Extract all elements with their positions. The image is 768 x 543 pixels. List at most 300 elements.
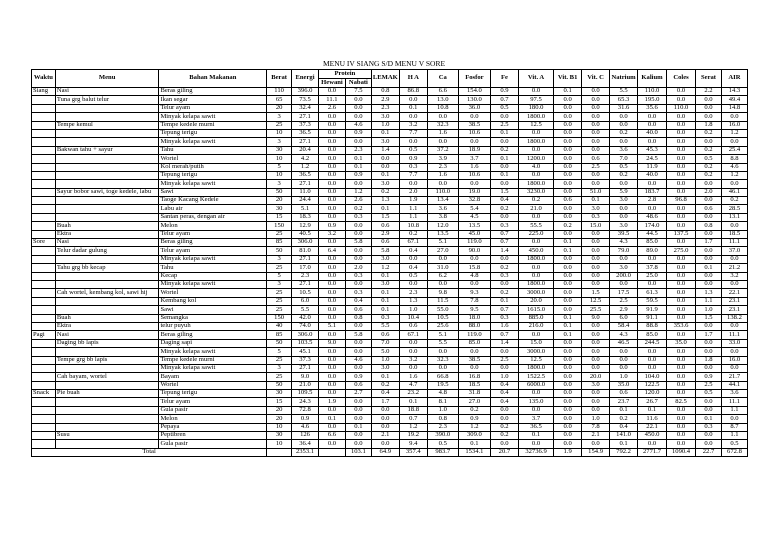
value-cell: 25.4 — [721, 146, 747, 154]
value-cell: 0.0 — [554, 96, 582, 104]
value-cell: 0.0 — [696, 280, 722, 288]
value-cell: 5.5 — [292, 306, 319, 314]
table-body — [32, 88, 748, 457]
value-cell: 0.0 — [582, 255, 610, 263]
value-cell: 0.4 — [399, 264, 427, 272]
value-cell: 120.0 — [638, 390, 667, 398]
value-cell: 0.1 — [371, 129, 399, 137]
value-cell: 1800.0 — [518, 113, 553, 121]
value-cell: 31.6 — [610, 104, 638, 112]
value-cell: 0.3 — [490, 222, 518, 230]
value-cell: 3.6 — [721, 390, 747, 398]
value-cell: 20 — [267, 197, 292, 205]
bahan-cell: Tempe kedele murni — [159, 356, 267, 364]
value-cell: 27.0 — [427, 247, 458, 255]
value-cell: 0.0 — [371, 155, 399, 163]
value-cell: 0.0 — [518, 272, 553, 280]
value-cell: 27.1 — [292, 364, 319, 372]
value-cell: 0.8 — [371, 88, 399, 96]
value-cell: 35.6 — [638, 104, 667, 112]
value-cell: 0.0 — [345, 180, 371, 188]
value-cell: 1800.0 — [518, 180, 553, 188]
waktu-cell — [32, 138, 56, 146]
value-cell: 0.0 — [318, 440, 345, 448]
waktu-cell — [32, 314, 56, 322]
value-cell: 20.0 — [582, 373, 610, 381]
bahan-cell: Ikan segar — [159, 96, 267, 104]
value-cell: 0.0 — [610, 348, 638, 356]
value-cell: 0.0 — [667, 171, 696, 179]
value-cell: 0.0 — [458, 348, 490, 356]
bahan-cell: Minyak kelapa sawit — [159, 364, 267, 372]
value-cell: 0.1 — [696, 415, 722, 423]
value-cell: 13.0 — [427, 96, 458, 104]
value-cell: 1.9 — [318, 398, 345, 406]
value-cell: 1.0 — [371, 356, 399, 364]
value-cell: 18.5 — [458, 381, 490, 389]
col-coles: Coles — [667, 70, 696, 88]
value-cell: 5.1 — [427, 239, 458, 247]
value-cell: 20 — [267, 415, 292, 423]
menu-cell: Telur dadar gulung — [55, 247, 159, 255]
value-cell: 0.0 — [582, 171, 610, 179]
value-cell: 19.5 — [427, 381, 458, 389]
menu-cell — [55, 255, 159, 263]
value-cell: 10.5 — [292, 289, 319, 297]
value-cell: 2.5 — [490, 121, 518, 129]
menu-cell — [55, 364, 159, 372]
value-cell: 0.0 — [696, 406, 722, 414]
value-cell: 0.0 — [582, 398, 610, 406]
value-cell: 0.0 — [490, 364, 518, 372]
value-cell: 0.0 — [318, 171, 345, 179]
table-row — [32, 113, 748, 121]
value-cell: 82.5 — [667, 398, 696, 406]
value-cell: 35.0 — [610, 381, 638, 389]
waktu-cell — [32, 188, 56, 196]
value-cell: 7.7 — [399, 129, 427, 137]
value-cell: 6.4 — [318, 247, 345, 255]
total-value: 20.7 — [490, 448, 518, 456]
value-cell: 0.0 — [318, 197, 345, 205]
value-cell: 3230.0 — [518, 188, 553, 196]
value-cell: 0.0 — [345, 104, 371, 112]
value-cell: 0.0 — [554, 415, 582, 423]
value-cell: 0.0 — [667, 381, 696, 389]
value-cell: 5.9 — [610, 188, 638, 196]
waktu-cell — [32, 423, 56, 431]
value-cell: 0.0 — [345, 364, 371, 372]
value-cell: 0.0 — [696, 398, 722, 406]
value-cell: 1.5 — [696, 314, 722, 322]
waktu-cell — [32, 306, 56, 314]
value-cell: 0.0 — [427, 113, 458, 121]
value-cell: 30 — [267, 146, 292, 154]
value-cell: 0.0 — [667, 364, 696, 372]
menu-cell — [55, 423, 159, 431]
value-cell: 0.0 — [696, 197, 722, 205]
value-cell: 1800.0 — [518, 364, 553, 372]
value-cell: 25 — [267, 373, 292, 381]
bahan-cell: Telur ayam — [159, 230, 267, 238]
value-cell: 0.0 — [490, 406, 518, 414]
table-row — [32, 280, 748, 288]
value-cell: 3 — [267, 255, 292, 263]
col-natrium: Natrium — [610, 70, 638, 88]
value-cell: 200.0 — [610, 272, 638, 280]
table-row — [32, 197, 748, 205]
value-cell: 3.0 — [610, 197, 638, 205]
bahan-cell: Pepaya — [159, 423, 267, 431]
total-value: 983.7 — [427, 448, 458, 456]
value-cell: 150 — [267, 314, 292, 322]
value-cell: 110.0 — [427, 188, 458, 196]
table-row — [32, 339, 748, 347]
menu-cell: Cah wortel, kembang kol, sawi hij — [55, 289, 159, 297]
value-cell: 0.0 — [667, 406, 696, 414]
waktu-cell — [32, 197, 56, 205]
value-cell: 0.0 — [667, 423, 696, 431]
value-cell: 0.3 — [490, 314, 518, 322]
value-cell: 11.1 — [721, 239, 747, 247]
value-cell: 0.0 — [582, 239, 610, 247]
value-cell: 0.0 — [696, 272, 722, 280]
value-cell: 0.0 — [345, 348, 371, 356]
total-value: 103.1 — [345, 448, 371, 456]
col-fosfor: Fosfor — [458, 70, 490, 88]
value-cell: 0.0 — [518, 213, 553, 221]
value-cell: 25 — [267, 264, 292, 272]
value-cell: 0.0 — [667, 264, 696, 272]
value-cell: 5.0 — [371, 348, 399, 356]
value-cell: 7.0 — [371, 339, 399, 347]
value-cell: 0.8 — [427, 415, 458, 423]
value-cell: 35.0 — [667, 339, 696, 347]
value-cell: 2.9 — [371, 230, 399, 238]
waktu-cell — [32, 272, 56, 280]
value-cell: 14.3 — [721, 88, 747, 96]
value-cell: 24.4 — [292, 197, 319, 205]
col-ca: Ca — [427, 70, 458, 88]
value-cell: 1.4 — [371, 146, 399, 154]
value-cell: 36.5 — [292, 129, 319, 137]
value-cell: 0.0 — [667, 129, 696, 137]
value-cell: 0.0 — [696, 180, 722, 188]
value-cell: 10.8 — [399, 222, 427, 230]
value-cell: 1.8 — [696, 121, 722, 129]
value-cell: 23.7 — [610, 398, 638, 406]
value-cell: 0.0 — [667, 163, 696, 171]
value-cell: 0.0 — [399, 339, 427, 347]
value-cell: 0.0 — [610, 255, 638, 263]
value-cell: 0.7 — [490, 331, 518, 339]
value-cell: 0.0 — [554, 280, 582, 288]
value-cell: 32.4 — [292, 104, 319, 112]
value-cell: 0.2 — [696, 146, 722, 154]
value-cell: 0.2 — [399, 230, 427, 238]
value-cell: 0.1 — [371, 373, 399, 381]
value-cell: 0.0 — [610, 213, 638, 221]
value-cell: 0.0 — [638, 280, 667, 288]
value-cell: 0.0 — [667, 432, 696, 440]
value-cell: 2.8 — [638, 197, 667, 205]
col-vitb1: Vit. B1 — [554, 70, 582, 88]
value-cell: 0.0 — [667, 255, 696, 263]
value-cell: 0.2 — [490, 146, 518, 154]
value-cell: 3.0 — [371, 138, 399, 146]
value-cell: 1.1 — [399, 205, 427, 213]
value-cell: 0.6 — [610, 390, 638, 398]
value-cell: 4.3 — [610, 331, 638, 339]
value-cell: 0.9 — [318, 222, 345, 230]
table-row — [32, 264, 748, 272]
value-cell: 2.2 — [696, 88, 722, 96]
value-cell: 5 — [267, 163, 292, 171]
value-cell: 2.3 — [292, 272, 319, 280]
waktu-cell — [32, 180, 56, 188]
waktu-cell — [32, 222, 56, 230]
value-cell: 5.5 — [610, 88, 638, 96]
value-cell: 38.5 — [458, 356, 490, 364]
value-cell: 0.7 — [490, 239, 518, 247]
value-cell: 0.0 — [554, 339, 582, 347]
value-cell: 0.1 — [371, 272, 399, 280]
value-cell: 12.5 — [518, 121, 553, 129]
value-cell: 0.0 — [667, 280, 696, 288]
value-cell: 0.0 — [318, 306, 345, 314]
value-cell: 0.0 — [696, 432, 722, 440]
value-cell: 2.3 — [345, 146, 371, 154]
value-cell: 2.3 — [427, 163, 458, 171]
value-cell: 0.3 — [399, 163, 427, 171]
value-cell: 0.0 — [638, 180, 667, 188]
value-cell: 12.5 — [582, 297, 610, 305]
col-kalium: Kalium — [638, 70, 667, 88]
value-cell: 0.0 — [399, 364, 427, 372]
table-row — [32, 423, 748, 431]
value-cell: 11.1 — [318, 96, 345, 104]
value-cell: 40.5 — [292, 230, 319, 238]
value-cell: 0.0 — [582, 104, 610, 112]
table-row — [32, 406, 748, 414]
value-cell: 3.0 — [371, 113, 399, 121]
value-cell: 5.5 — [427, 339, 458, 347]
value-cell: 3000.0 — [518, 289, 553, 297]
value-cell: 1.0 — [371, 121, 399, 129]
value-cell: 1.6 — [490, 322, 518, 330]
bahan-cell: Melon — [159, 415, 267, 423]
menu-cell — [55, 129, 159, 137]
value-cell: 0.0 — [554, 255, 582, 263]
value-cell: 4.6 — [721, 163, 747, 171]
value-cell: 0.0 — [518, 171, 553, 179]
value-cell: 0.0 — [318, 390, 345, 398]
table-row — [32, 322, 748, 330]
bahan-cell: Telur ayam — [159, 398, 267, 406]
value-cell: 0.2 — [458, 406, 490, 414]
value-cell: 396.0 — [292, 88, 319, 96]
value-cell: 195.0 — [638, 96, 667, 104]
value-cell: 0.0 — [667, 96, 696, 104]
value-cell: 2.0 — [399, 188, 427, 196]
waktu-cell — [32, 432, 56, 440]
value-cell: 0.0 — [318, 373, 345, 381]
table-row — [32, 213, 748, 221]
value-cell: 0.0 — [667, 348, 696, 356]
value-cell: 15 — [267, 398, 292, 406]
waktu-cell — [32, 398, 56, 406]
value-cell: 1522.5 — [518, 373, 553, 381]
value-cell: 5.5 — [371, 322, 399, 330]
waktu-cell — [32, 129, 56, 137]
value-cell: 0.0 — [371, 406, 399, 414]
value-cell: 4.2 — [292, 155, 319, 163]
total-value: 1534.1 — [458, 448, 490, 456]
value-cell: 58.4 — [610, 322, 638, 330]
value-cell: 0.0 — [582, 322, 610, 330]
value-cell: 0.0 — [345, 96, 371, 104]
value-cell: 0.0 — [721, 113, 747, 121]
menu-cell — [55, 348, 159, 356]
value-cell: 23.1 — [721, 297, 747, 305]
table-row — [32, 432, 748, 440]
menu-cell: Nasi — [55, 331, 159, 339]
value-cell: 0.0 — [518, 146, 553, 154]
value-cell: 0.0 — [490, 163, 518, 171]
value-cell: 31.0 — [427, 264, 458, 272]
value-cell: 1.6 — [427, 129, 458, 137]
value-cell: 0.0 — [554, 171, 582, 179]
value-cell: 0.0 — [610, 180, 638, 188]
value-cell: 10 — [267, 155, 292, 163]
value-cell: 4.0 — [518, 163, 553, 171]
waktu-cell — [32, 364, 56, 372]
value-cell: 0.0 — [696, 322, 722, 330]
value-cell: 25.5 — [582, 306, 610, 314]
value-cell: 1.2 — [371, 264, 399, 272]
table-row — [32, 230, 748, 238]
value-cell: 0.0 — [582, 348, 610, 356]
value-cell: 18.3 — [292, 213, 319, 221]
menu-cell: Sayur bobor sawi, toge kedele, labu — [55, 188, 159, 196]
waktu-cell — [32, 171, 56, 179]
value-cell: 126 — [292, 432, 319, 440]
col-lemak: LEMAK — [371, 70, 399, 88]
value-cell: 0.0 — [721, 280, 747, 288]
value-cell: 0.0 — [458, 113, 490, 121]
value-cell: 0.1 — [638, 406, 667, 414]
value-cell: 1800.0 — [518, 280, 553, 288]
value-cell: 8.7 — [721, 423, 747, 431]
value-cell: 3.0 — [582, 205, 610, 213]
value-cell: 0.0 — [554, 390, 582, 398]
value-cell: 0.0 — [638, 440, 667, 448]
value-cell: 0.0 — [582, 146, 610, 154]
waktu-cell — [32, 213, 56, 221]
value-cell: 0.0 — [582, 180, 610, 188]
waktu-cell — [32, 96, 56, 104]
value-cell: 1800.0 — [518, 255, 553, 263]
value-cell: 0.0 — [696, 247, 722, 255]
total-value: 1.9 — [554, 448, 582, 456]
value-cell: 0.0 — [582, 331, 610, 339]
value-cell: 0.0 — [696, 113, 722, 121]
value-cell: 89.0 — [638, 247, 667, 255]
value-cell: 27.0 — [458, 398, 490, 406]
menu-cell — [55, 306, 159, 314]
value-cell: 0.0 — [554, 423, 582, 431]
value-cell: 7.0 — [610, 155, 638, 163]
table-row — [32, 222, 748, 230]
value-cell: 15.0 — [518, 339, 553, 347]
value-cell: 10 — [267, 423, 292, 431]
bahan-cell: Peptibren — [159, 432, 267, 440]
value-cell: 0.0 — [490, 213, 518, 221]
waktu-cell — [32, 205, 56, 213]
value-cell: 0.0 — [554, 180, 582, 188]
value-cell: 23.2 — [399, 390, 427, 398]
value-cell: 0.0 — [667, 289, 696, 297]
value-cell: 20.0 — [518, 297, 553, 305]
value-cell: 0.0 — [345, 398, 371, 406]
value-cell: 1.3 — [371, 197, 399, 205]
value-cell: 21.0 — [518, 205, 553, 213]
value-cell: 5.8 — [371, 247, 399, 255]
value-cell: 0.9 — [458, 415, 490, 423]
value-cell: 0.0 — [318, 129, 345, 137]
value-cell: 0.1 — [582, 197, 610, 205]
value-cell: 0.1 — [371, 171, 399, 179]
value-cell: 0.4 — [490, 381, 518, 389]
value-cell: 0.4 — [610, 423, 638, 431]
value-cell: 25 — [267, 297, 292, 305]
bahan-cell: Telur ayam — [159, 104, 267, 112]
value-cell: 0.0 — [667, 373, 696, 381]
value-cell: 0.0 — [582, 272, 610, 280]
value-cell: 0.0 — [318, 213, 345, 221]
table-row — [32, 104, 748, 112]
value-cell: 2.3 — [371, 104, 399, 112]
value-cell: 0.0 — [399, 96, 427, 104]
value-cell: 0.6 — [371, 222, 399, 230]
value-cell: 1.2 — [399, 423, 427, 431]
value-cell: 17.5 — [610, 289, 638, 297]
value-cell: 30 — [267, 432, 292, 440]
value-cell: 21.2 — [721, 264, 747, 272]
value-cell: 73.5 — [292, 96, 319, 104]
value-cell: 0.0 — [554, 297, 582, 305]
value-cell: 109.5 — [292, 390, 319, 398]
value-cell: 25 — [267, 121, 292, 129]
table-row — [32, 96, 748, 104]
value-cell: 3.6 — [427, 205, 458, 213]
value-cell: 0.0 — [345, 247, 371, 255]
menu-cell — [55, 155, 159, 163]
value-cell: 10.6 — [458, 171, 490, 179]
table-row — [32, 239, 748, 247]
value-cell: 0.6 — [345, 306, 371, 314]
value-cell: 0.0 — [518, 264, 553, 272]
value-cell: 0.0 — [554, 230, 582, 238]
menu-cell: Tahu grg bb kecap — [55, 264, 159, 272]
value-cell: 0.0 — [696, 364, 722, 372]
value-cell: 2.3 — [427, 423, 458, 431]
value-cell: 0.0 — [610, 364, 638, 372]
menu-cell — [55, 197, 159, 205]
value-cell: 216.0 — [518, 322, 553, 330]
value-cell: 0.2 — [371, 381, 399, 389]
value-cell: 0.3 — [696, 423, 722, 431]
